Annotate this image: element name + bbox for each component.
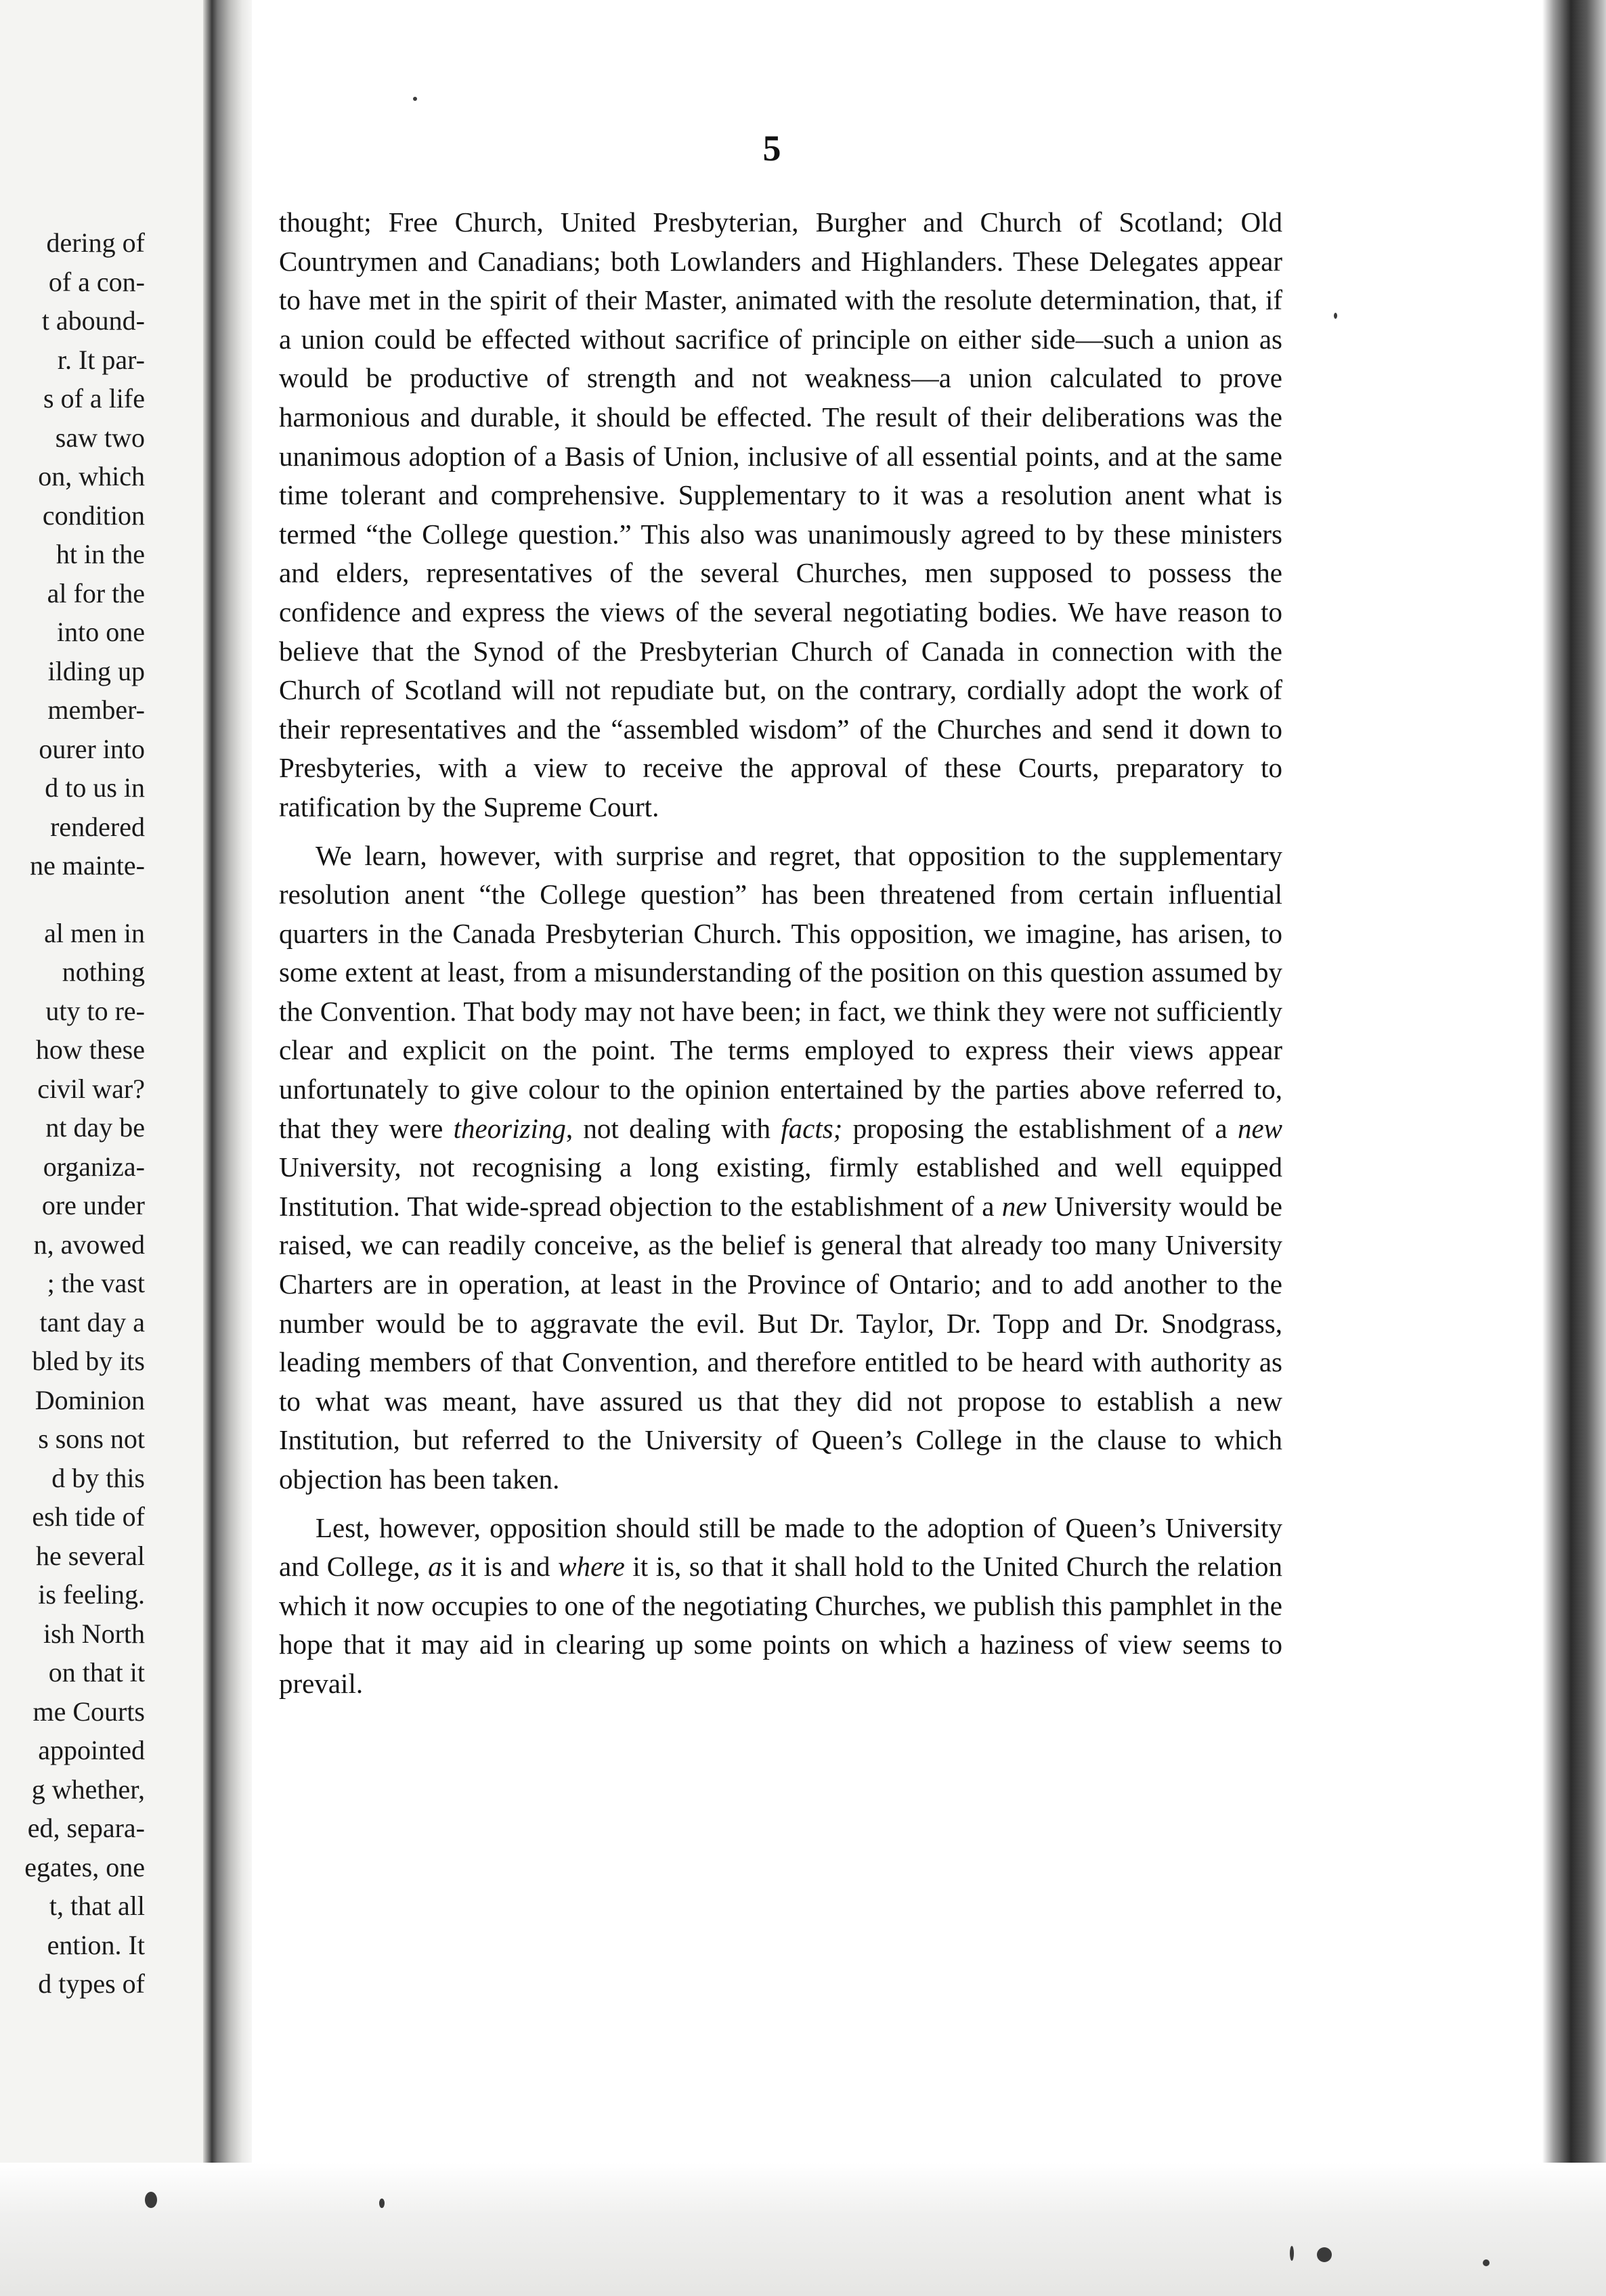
left-line: al men in: [44, 917, 145, 948]
left-page-text-fragments: [0, 223, 145, 2004]
left-line: ourer into: [39, 733, 145, 764]
left-line: of a con-: [48, 266, 145, 297]
left-line: is feeling.: [38, 1579, 145, 1610]
left-line: me Courts: [32, 1696, 145, 1727]
left-line: appointed: [38, 1735, 145, 1765]
left-line: saw two: [55, 422, 145, 453]
scan-speck: [413, 97, 417, 101]
scan-speck: [145, 2192, 157, 2208]
left-line: al for the: [47, 577, 145, 609]
left-line: s of a life: [43, 383, 145, 414]
left-line: ention. It: [47, 1929, 145, 1960]
left-line: ore under: [41, 1190, 145, 1220]
left-line: condition: [42, 500, 145, 531]
book-gutter-shadow: [203, 0, 252, 2296]
page-number: 5: [762, 128, 781, 169]
left-line: d by this: [51, 1462, 145, 1493]
left-line: d to us in: [45, 772, 145, 803]
left-line: member-: [47, 694, 145, 725]
left-line: r. It par-: [57, 344, 145, 375]
text-run: University would be raised, we can readily conceive, as the belief is general that already too many University Charters are in operation, at least in the Province of Ontario; and to add another to the number would be to aggravate the evil. But Dr. Taylor, Dr. Topp and Dr. Snodgrass, leading members of that Convention, and therefore entitled to be heard with authority as to what was meant, have assured us that they did not propose to establish a new Institution, but referred to the University of Queen’s College in the clause to which objection has been taken.: [279, 1190, 1282, 1495]
left-line: organiza-: [43, 1151, 145, 1182]
left-line: ; the vast: [47, 1268, 145, 1298]
text-run: We learn, however, with surprise and regret, that opposition to the supplementary resolution anent “the College question” has been threatened from certain influential quarters in the Canada Presbyterian Church. This opposition, we imagine, has arisen, to some extent at least, from a misunderstanding of the position on this question assumed by the Convention. That body may not have been; in fact, we think they were not sufficiently clear and explicit on the point. The terms employed to express their views appear unfortunately to give colour to the opinion entertained by the parties above referred to, that they were: [279, 839, 1282, 1144]
italic-run: where: [558, 1551, 625, 1583]
left-line: rendered: [50, 811, 145, 842]
text-run: University, not recognising a long existing, firmly established and well equipped Institution. That wide-spread objection to the establishment of a: [279, 1151, 1282, 1222]
left-line: ilding up: [47, 655, 145, 686]
left-line: uty to re-: [45, 995, 145, 1026]
left-line: t abound-: [41, 305, 145, 336]
left-line: s sons not: [38, 1423, 145, 1454]
left-line: n, avowed: [33, 1229, 145, 1260]
italic-run: new: [1237, 1112, 1282, 1144]
right-page-edge-shadow: [1542, 0, 1606, 2296]
left-line: civil war?: [37, 1073, 145, 1104]
bottom-scan-edge: [0, 2163, 1606, 2296]
paragraph-2: [279, 837, 1282, 1499]
italic-run: facts;: [781, 1112, 843, 1144]
text-run: thought; Free Church, United Presbyterian, Burgher and Church of Scotland; Old Countrymen and Canadians; both Lowlanders and Highlanders. These Delegates appear to have met in the spirit of their Master, animated with the resolute determination, that, if a union could be effected without sacrifice of principle on either side—such a union as would be productive of strength and not weakness—a union calculated to prove harmonious and durable, it should be effected. The result of their deliberations was the unanimous adoption of a Basis of Union, inclusive of all essential points, and at the same time tolerant and comprehensive. Supplementary to it was a resolution anent what is termed “the College question.” This also was unanimously agreed to by these ministers and elders, representatives of the several Churches, men supposed to possess the confidence and express the views of the several negotiating bodies. We have reason to believe that the Synod of the Presbyterian Church of Canada in connection with the Church of Scotland will not repudiate but, on the contrary, cordially adopt the work of their representatives and the “assembled wisdom” of the Churches and send it down to Presbyteries, with a view to receive the approval of these Courts, preparatory to ratification by the Supreme Court.: [279, 206, 1282, 822]
left-line: nothing: [62, 956, 145, 987]
left-line: egates, one: [24, 1851, 145, 1882]
left-paragraph-gap: [0, 885, 145, 914]
left-line: ht in the: [56, 539, 145, 569]
left-line: on, which: [38, 461, 145, 491]
left-line: bled by its: [32, 1346, 145, 1376]
scan-speck: [1334, 313, 1337, 319]
left-line: into one: [57, 617, 145, 647]
left-line: dering of: [46, 227, 145, 258]
paragraph-3: [279, 1509, 1282, 1704]
paragraph-1: [279, 203, 1282, 827]
left-line: ed, separa-: [27, 1813, 145, 1843]
italic-run: theorizing: [453, 1112, 566, 1144]
left-line: d types of: [38, 1968, 145, 1999]
left-line: tant day a: [39, 1306, 145, 1338]
text-run: it is and: [452, 1551, 559, 1583]
body-text: [279, 203, 1282, 1704]
text-run: Lest, however, opposition should still be made to the adoption of Queen’s University and College,: [279, 1511, 1282, 1583]
left-line: Dominion: [35, 1384, 145, 1415]
text-run: it is, so that it shall hold to the United Church the relation which it now occupies to one of the negotiating Churches, we publish this pamphlet in the hope that it may aid in clearing up some points on which a haziness of view seems to prevail.: [279, 1551, 1282, 1699]
left-line: ne mainte-: [30, 850, 145, 881]
text-run: proposing the establishment of a: [842, 1112, 1238, 1144]
left-line: nt day be: [45, 1112, 145, 1143]
left-line: on that it: [48, 1657, 145, 1687]
left-facing-page: [0, 0, 203, 2296]
scan-speck: [1290, 2246, 1294, 2261]
left-line: t, that all: [49, 1891, 145, 1921]
left-line: esh tide of: [32, 1501, 145, 1532]
scan-speck: [1483, 2259, 1490, 2266]
scan-speck: [1317, 2247, 1332, 2262]
scan-speck: [379, 2199, 385, 2208]
text-run: , not dealing with: [565, 1112, 781, 1144]
italic-run: as: [428, 1551, 453, 1583]
italic-run: new: [1001, 1190, 1047, 1222]
left-line: g whether,: [31, 1773, 145, 1805]
left-line: how these: [35, 1034, 145, 1065]
left-line: he several: [35, 1540, 145, 1571]
left-line: ish North: [43, 1618, 145, 1649]
